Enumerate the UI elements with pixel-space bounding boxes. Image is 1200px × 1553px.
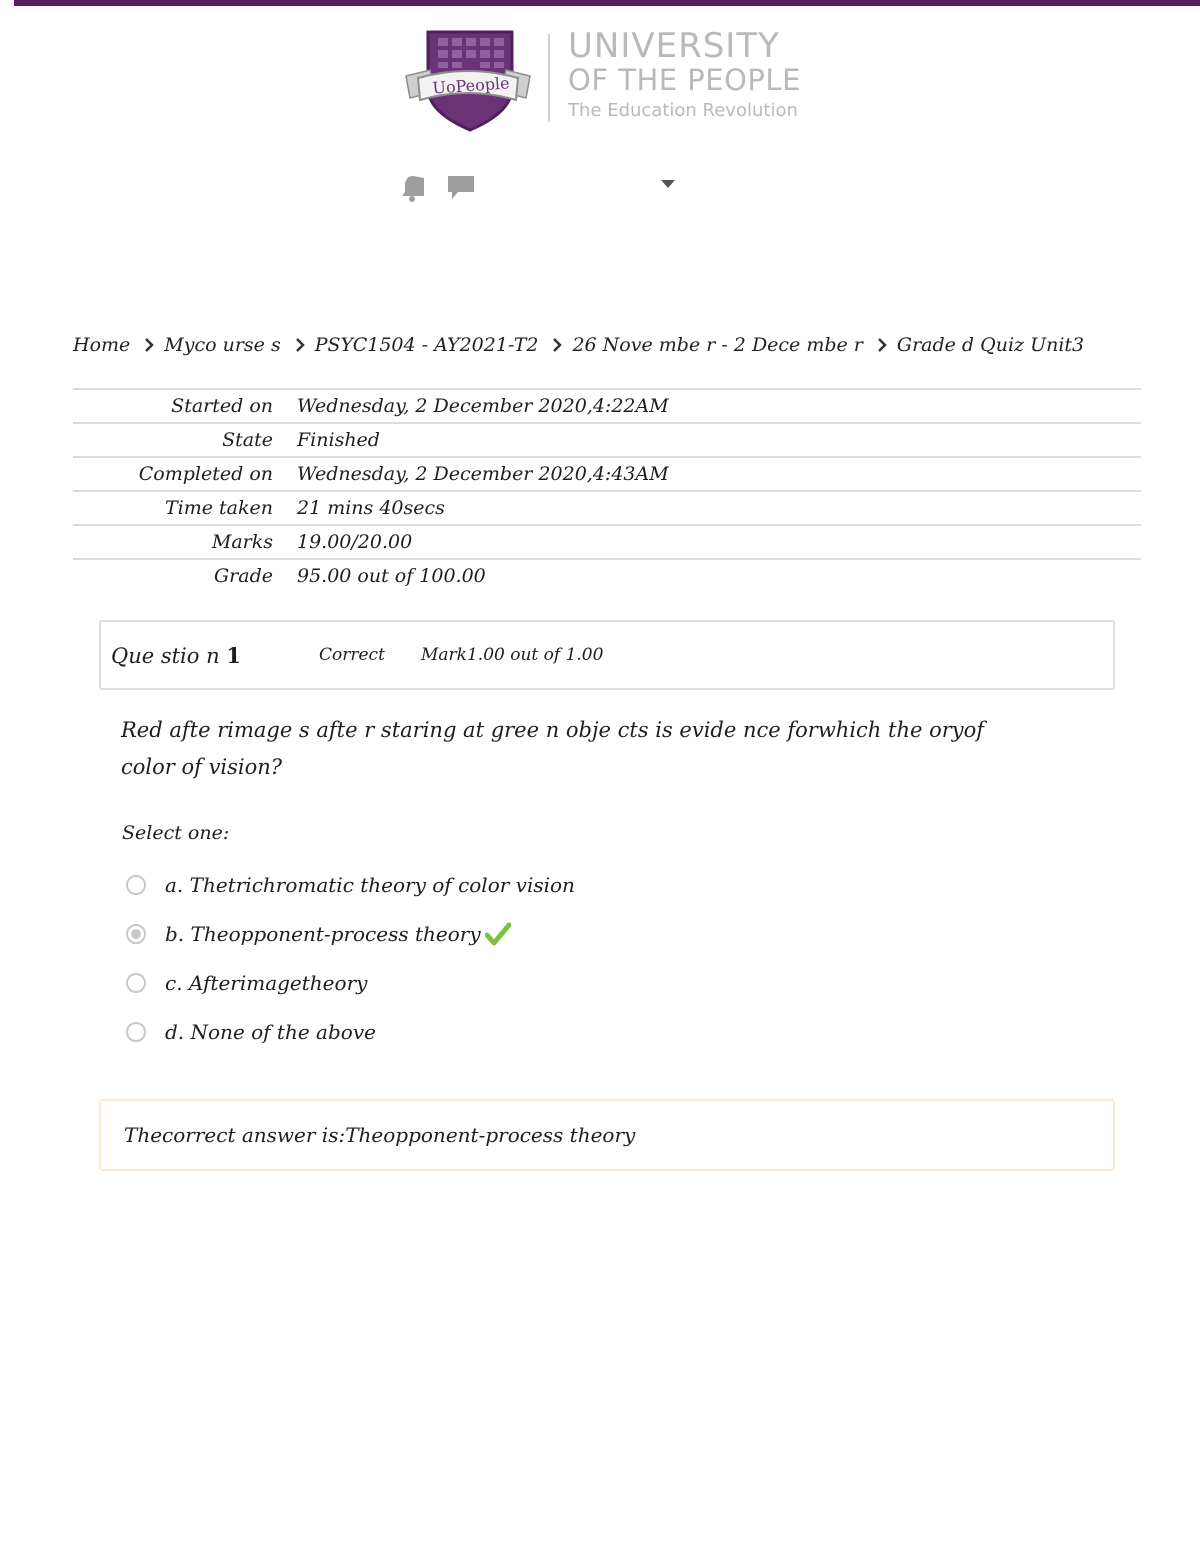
answer-label: d. None of the above [165,1019,376,1044]
summary-label: Time taken [164,497,273,519]
logo-divider [548,34,550,122]
top-accent-bar [14,0,1200,6]
summary-value: 19.00/20.00 [297,531,413,553]
select-one-prompt: Select one: [122,822,230,844]
logo-line-1: UNIVERSITY [568,26,780,66]
summary-value: Wednesday, 2 December 2020,4:22AM [297,395,669,417]
summary-row-grade [73,560,1141,592]
question-number [111,643,319,668]
chevron-right-icon [295,338,305,352]
logo-wordmark [568,28,801,124]
breadcrumb-home[interactable]: Home [73,334,131,356]
checkmark-icon [485,922,511,946]
feedback-text: Thecorrect answer is:Theopponent-process theory [124,1123,636,1147]
summary-value: 95.00 out of 100.00 [297,565,486,587]
correct-answer-feedback [99,1099,1115,1171]
breadcrumb-course[interactable]: PSYC1504 - AY2021-T2 [314,334,539,356]
chevron-right-icon [877,338,887,352]
crest-label: UoPeople [431,73,511,98]
radio-b[interactable] [126,924,146,944]
summary-value: Wednesday, 2 December 2020,4:43AM [297,463,669,485]
question-text: Red afte rimage s afte r staring at gree n obje cts is evide nce forwhich the oryof color of vision? [121,718,985,779]
breadcrumb-week[interactable]: 26 Nove mbe r - 2 Dece mbe r [572,334,863,356]
logo-tagline: The Education Revolution [568,100,798,121]
breadcrumb-my-courses[interactable]: Myco urse s [164,334,281,356]
breadcrumb [73,334,1084,356]
radio-a[interactable] [126,875,146,895]
summary-label: State [222,429,273,451]
radio-c[interactable] [126,973,146,993]
answer-label: b. Theopponent-process theory [165,921,481,946]
chevron-right-icon [144,338,154,352]
logo-line-2: OF THE PEOPLE [568,63,801,97]
answer-option-c[interactable] [126,958,575,1007]
quiz-summary-table [73,388,1141,592]
summary-row-completed [73,458,1141,492]
question-info-box [99,620,1115,690]
header-nav [400,172,690,204]
summary-label: Grade [214,565,273,587]
caret-down-icon[interactable] [660,178,676,190]
question-label: Que stio n [111,643,220,668]
summary-row-marks [73,526,1141,560]
summary-row-started [73,390,1141,424]
question-state: Correct [319,645,385,665]
answer-option-b[interactable] [126,909,575,958]
answer-options [126,860,575,1056]
chevron-right-icon [552,338,562,352]
question-grade: Mark1.00 out of 1.00 [421,645,604,665]
answer-option-a[interactable] [126,860,575,909]
chat-icon[interactable] [446,172,476,204]
summary-value: Finished [297,429,380,451]
summary-label: Started on [171,395,273,417]
answer-label: c. Afterimagetheory [165,970,368,995]
summary-row-state [73,424,1141,458]
question-number-value: 1 [226,642,241,668]
breadcrumb-quiz[interactable]: Grade d Quiz Unit3 [896,334,1085,356]
answer-label: a. Thetrichromatic theory of color vision [165,872,575,897]
summary-row-time-taken [73,492,1141,526]
summary-label: Completed on [138,463,273,485]
bell-icon[interactable] [400,172,426,204]
summary-label: Marks [211,531,273,553]
summary-value: 21 mins 40secs [297,497,445,519]
radio-d[interactable] [126,1022,146,1042]
site-logo[interactable] [400,26,820,136]
answer-option-d[interactable] [126,1007,575,1056]
